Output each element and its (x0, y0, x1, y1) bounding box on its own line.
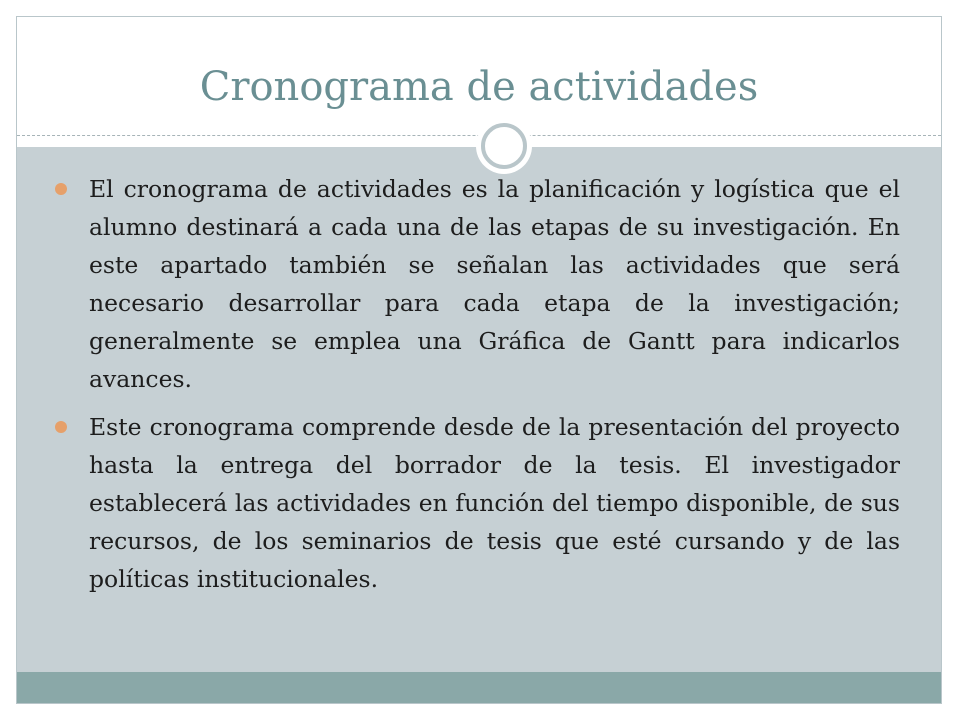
circle-ornament-icon (476, 118, 532, 174)
bullet-text: El cronograma de actividades es la planificación y logística que el alumno destinará a cada una de las etapas de su investigación. En este apartado también se señalan las actividades que será necesario desarrollar para cada etapa de la investigación; generalmente se emplea una Gráfica de Gantt para indicarlos avances. (89, 175, 900, 393)
circle-ring (481, 123, 527, 169)
bullet-item (72, 408, 900, 598)
content-panel (17, 147, 941, 672)
footer-band (17, 672, 941, 703)
bullet-dot-icon (55, 183, 67, 195)
bullet-list (72, 170, 900, 608)
bullet-item (72, 170, 900, 398)
slide-title: Cronograma de actividades (199, 64, 759, 110)
bullet-dot-icon (55, 421, 67, 433)
bullet-text: Este cronograma comprende desde de la presentación del proyecto hasta la entrega del borrador de la tesis. El investigador establecerá las actividades en función del tiempo disponible, de sus recursos, de los seminarios de tesis que esté cursando y de las políticas institucionales. (89, 413, 900, 593)
slide-frame (16, 16, 942, 704)
title-area (17, 17, 941, 135)
